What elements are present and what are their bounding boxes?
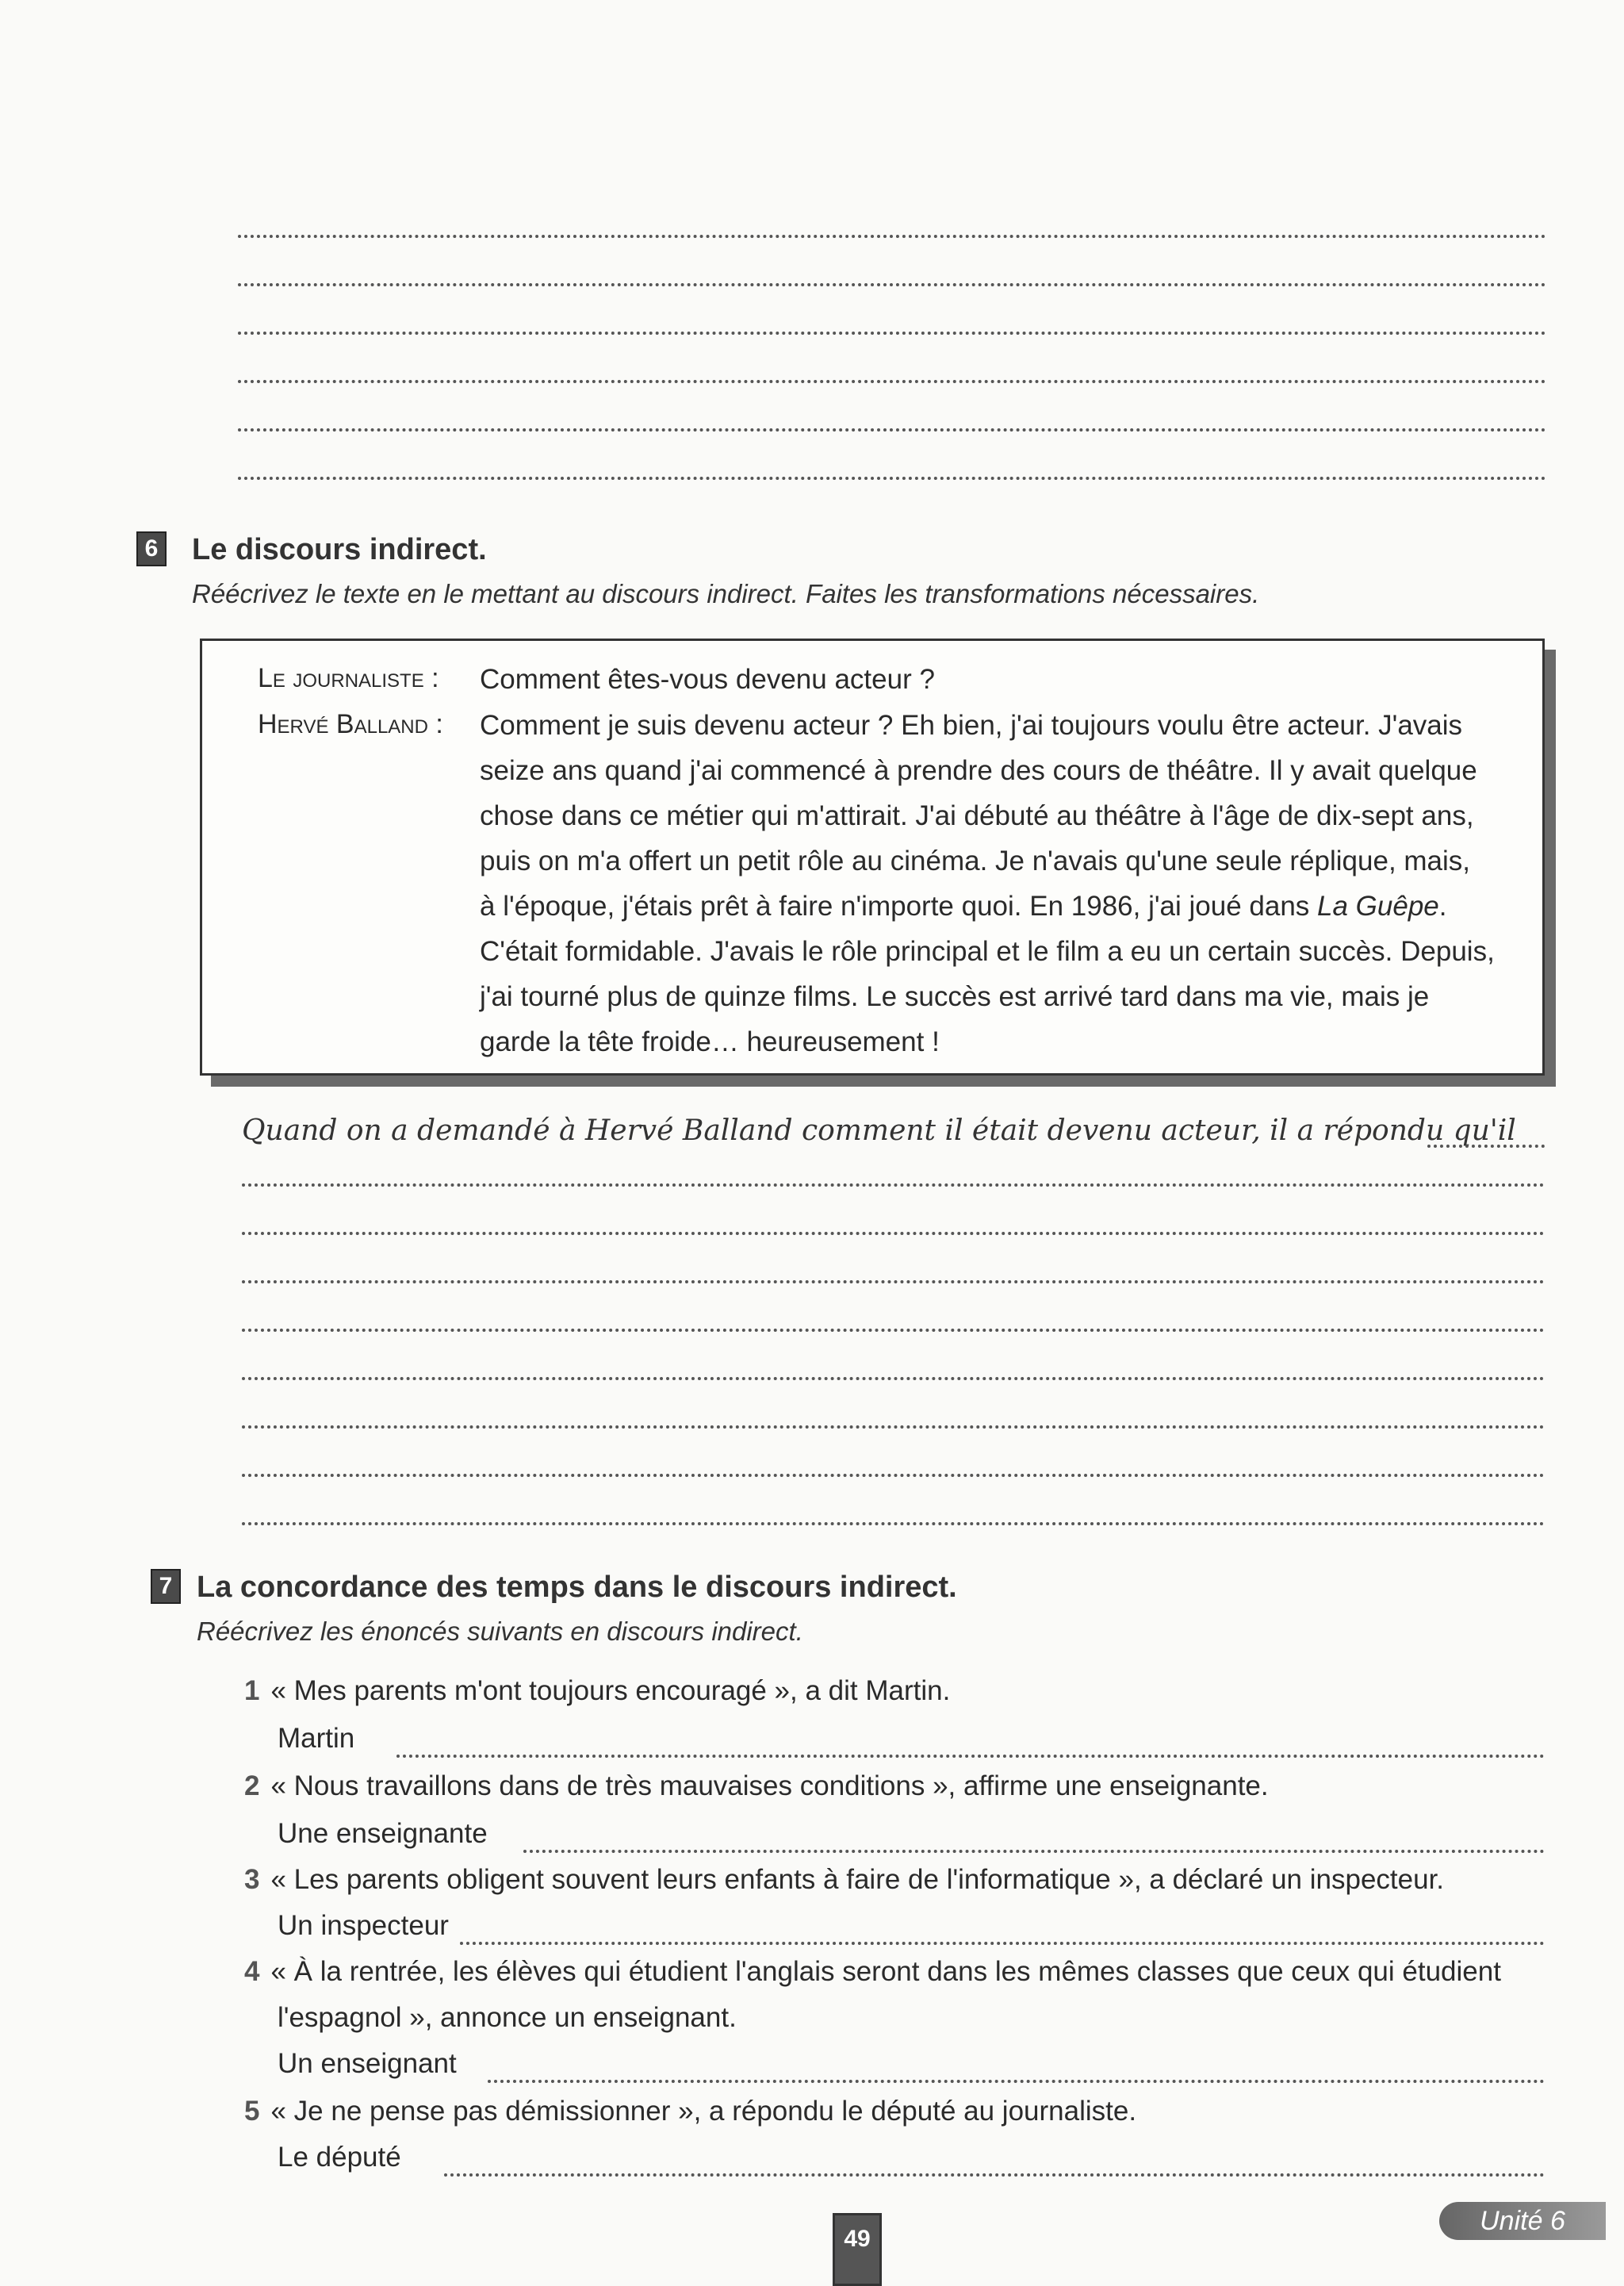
answer-line[interactable] [238,235,1546,238]
item-1-lead: Martin [278,1723,355,1754]
section-7-title: La concordance des temps dans le discours indirect. [197,1571,957,1604]
answer-line[interactable] [523,1850,1545,1853]
answer-line[interactable] [396,1755,1545,1758]
section-6-title: Le discours indirect. [192,533,487,566]
answer-line[interactable] [242,1232,1545,1235]
answer-line[interactable] [242,1329,1545,1332]
unit-tab: Unité 6 [1439,2202,1606,2240]
journalist-question: Comment êtes-vous devenu acteur ? [480,664,935,695]
reply-line: à l'époque, j'étais prêt à faire n'importe quoi. En 1986, j'ai joué dans La Guêpe. [480,891,1447,922]
exercise-item-2: 2 « Nous travaillons dans de très mauvaises conditions », affirme une enseignante. [244,1770,1269,1801]
section-7-instruction: Réécrivez les énoncés suivants en discours indirect. [197,1617,803,1646]
exercise-item-4: 4 « À la rentrée, les élèves qui étudient l'anglais seront dans les mêmes classes que ceux qui étudient [244,1956,1501,1987]
section-6-instruction: Réécrivez le texte en le mettant au discours indirect. Faites les transformations nécessaires. [192,579,1260,608]
answer-line[interactable] [460,1942,1545,1945]
speaker-herve-balland: Hervé Balland : [258,709,443,739]
reply-line: seize ans quand j'ai commencé à prendre des cours de théâtre. Il y avait quelque [480,755,1477,786]
reply-line: chose dans ce métier qui m'attirait. J'ai débuté au théâtre à l'âge de dix-sept ans, [480,800,1474,831]
item-4-lead: Un enseignant [278,2048,457,2079]
answer-line[interactable] [488,2080,1545,2083]
speaker-journalist: Le journaliste : [258,663,439,693]
herve-balland-reply [480,703,1511,1064]
answer-line[interactable] [242,1522,1545,1525]
answer-line[interactable] [242,1280,1545,1283]
section-7-number: 7 [151,1569,181,1604]
answer-line[interactable] [238,380,1546,383]
section-6-number: 6 [136,531,167,566]
reply-line: puis on m'a offert un petit rôle au cinéma. Je n'avais qu'une seule réplique, mais, [480,846,1471,876]
exercise-item-3: 3 « Les parents obligent souvent leurs enfants à faire de l'informatique », a déclaré un inspecteur. [244,1864,1445,1895]
answer-line[interactable] [242,1474,1545,1477]
reply-line: j'ai tourné plus de quinze films. Le succès est arrivé tard dans ma vie, mais je [480,981,1430,1012]
reply-line: garde la tête froide… heureusement ! [480,1026,940,1057]
answer-line[interactable] [238,283,1546,286]
item-2-lead: Une enseignante [278,1818,488,1849]
item-5-lead: Le député [278,2142,401,2173]
exercise-item-1: 1 « Mes parents m'ont toujours encouragé », a dit Martin. [244,1675,951,1706]
answer-line[interactable] [238,428,1546,432]
answer-lines-previous-exercise [238,235,1546,525]
item-3-lead: Un inspecteur [278,1910,449,1941]
answer-line[interactable] [242,1183,1545,1187]
page-number: 49 [833,2213,882,2286]
reply-line: Comment je suis devenu acteur ? Eh bien, j'ai toujours voulu être acteur. J'avais [480,710,1463,741]
answer-line[interactable] [238,477,1546,480]
item-4-continuation: l'espagnol », annonce un enseignant. [278,2002,737,2033]
answer-lines-section-6 [242,1183,1545,1571]
answer-line[interactable] [444,2173,1545,2177]
answer-line[interactable] [242,1377,1545,1380]
dialogue-box [200,639,1545,1076]
film-title: La Guêpe [1317,891,1439,922]
answer-line[interactable] [1427,1145,1545,1148]
exercise-item-5: 5 « Je ne pense pas démissionner », a répondu le député au journaliste. [244,2096,1137,2127]
answer-line[interactable] [242,1425,1545,1429]
handwritten-answer-start: Quand on a demandé à Hervé Balland comment il était devenu acteur, il a répondu qu'il [242,1114,1516,1147]
answer-line[interactable] [238,332,1546,335]
reply-line: C'était formidable. J'avais le rôle principal et le film a eu un certain succès. Depuis, [480,936,1495,967]
